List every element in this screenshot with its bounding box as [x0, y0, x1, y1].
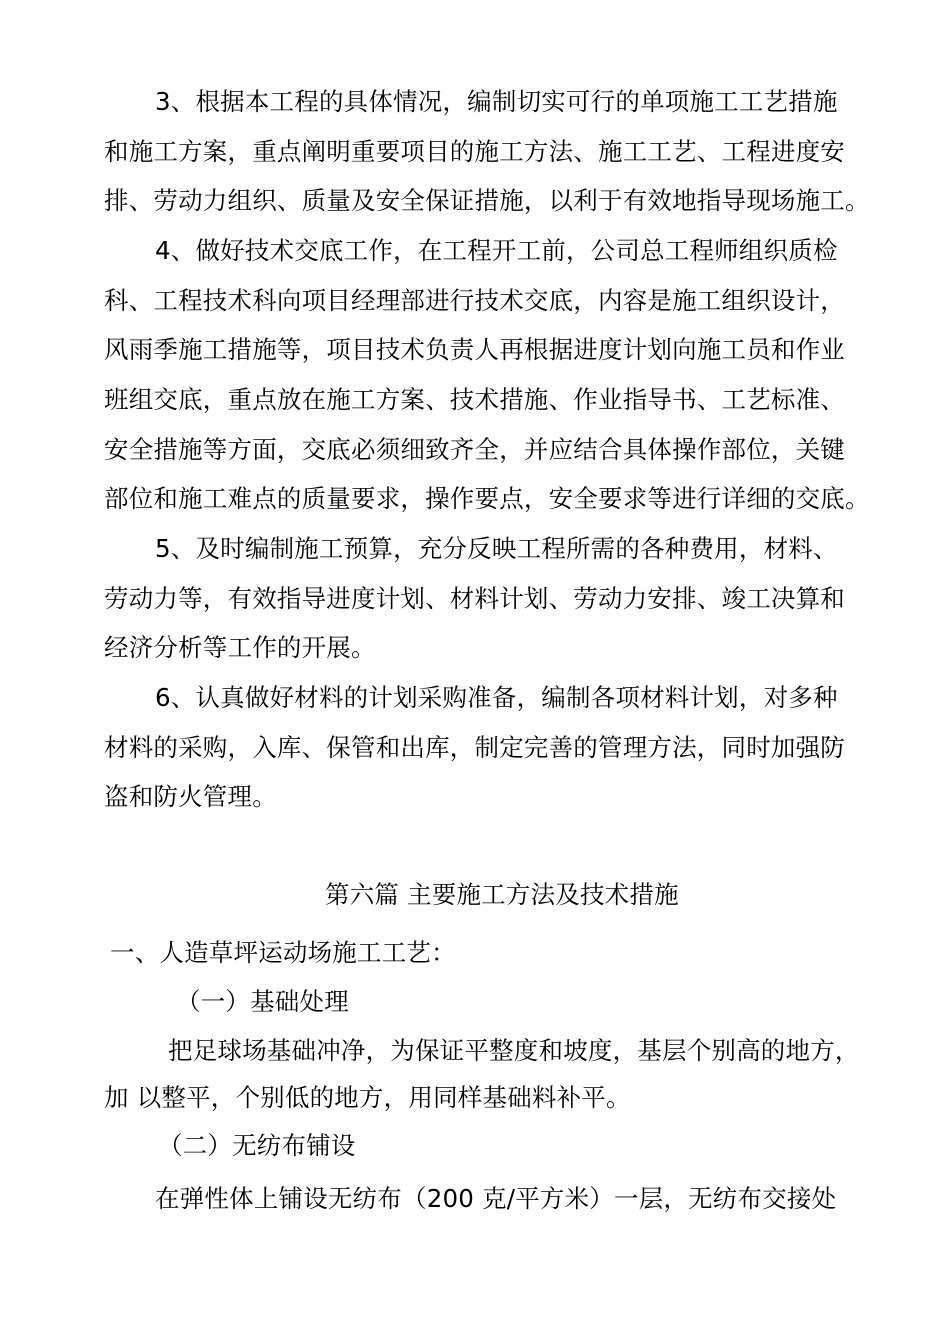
paragraph-3-line-3: 排、劳动力组织、质量及安全保证措施，以利于有效地指导现场施工。: [104, 186, 870, 215]
subheading-nonwoven: （二）无纺布铺设: [158, 1131, 356, 1160]
paragraph-3-line-1: 3、根据本工程的具体情况，编制切实可行的单项施工工艺措施: [155, 87, 838, 116]
paragraph-5-line-2: 劳动力等，有效指导进度计划、材料计划、劳动力安排、竣工决算和: [104, 584, 845, 613]
paragraph-4-line-2: 科、工程技术科向项目经理部进行技术交底，内容是施工组织设计，: [104, 286, 845, 315]
paragraph-4-line-3: 风雨季施工措施等，项目技术负责人再根据进度计划向施工员和作业: [104, 335, 845, 364]
section-title: 第六篇 主要施工方法及技术措施: [325, 880, 679, 909]
paragraph-4-line-4: 班组交底，重点放在施工方案、技术措施、作业指导书、工艺标准、: [104, 385, 845, 414]
paragraph-5-line-3: 经济分析等工作的开展。: [104, 633, 376, 662]
paragraph-4-line-5: 安全措施等方面，交底必须细致齐全，并应结合具体操作部位，关键: [104, 435, 845, 464]
paragraph-6-line-1: 6、认真做好材料的计划采购准备，编制各项材料计划，对多种: [155, 683, 838, 712]
paragraph-4-line-6: 部位和施工难点的质量要求，操作要点，安全要求等进行详细的交底。: [104, 484, 870, 513]
foundation-line-1: 把足球场基础冲净，为保证平整度和坡度，基层个别高的地方，: [168, 1036, 860, 1065]
paragraph-6-line-3: 盗和防火管理。: [104, 782, 277, 811]
heading-1: 一、人造草坪运动场施工工艺：: [110, 938, 456, 967]
paragraph-6-line-2: 材料的采购，入库、保管和出库，制定完善的管理方法，同时加强防: [104, 733, 845, 762]
nonwoven-line-1: 在弹性体上铺设无纺布（200 克/平方米）一层，无纺布交接处: [155, 1184, 837, 1213]
subheading-foundation: （一）基础处理: [176, 987, 349, 1016]
paragraph-3-line-2: 和施工方案，重点阐明重要项目的施工方法、施工工艺、工程进度安: [104, 137, 845, 166]
foundation-line-2: 加 以整平，个别低的地方，用同样基础料补平。: [104, 1083, 631, 1112]
paragraph-4-line-1: 4、做好技术交底工作，在工程开工前，公司总工程师组织质检: [155, 236, 838, 265]
paragraph-5-line-1: 5、及时编制施工预算，充分反映工程所需的各种费用，材料、: [155, 534, 838, 563]
